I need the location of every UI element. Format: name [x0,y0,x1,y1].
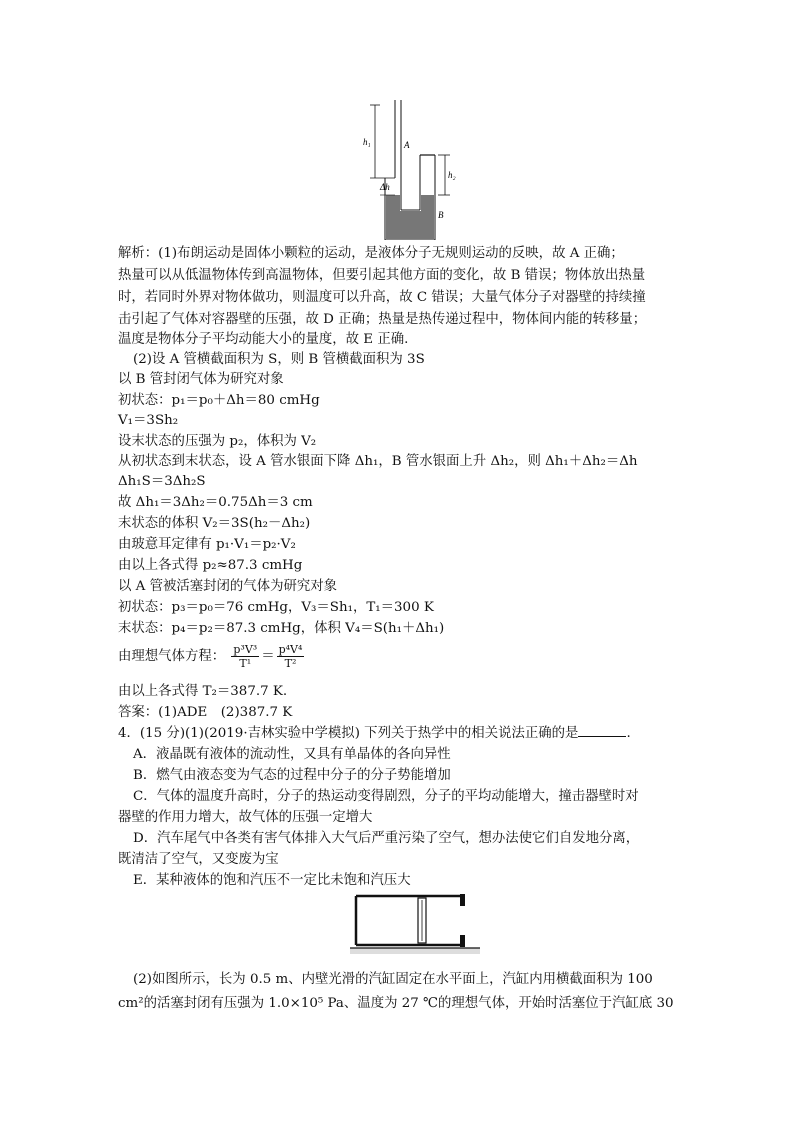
text-line: 击引起了气体对容器壁的压强，故 D 正确；热量是热传递过程中，物体间内能的转移量； [118,312,647,327]
text-line: 温度是物体分子平均动能大小的量度，故 E 正确. [118,332,409,347]
text-line: 初状态：p₃＝p₀＝76 cmHg，V₃＝Sh₁，T₁＝300 K [118,600,434,615]
text-line: 由玻意耳定律有 p₁·V₁＝p₂·V₂ [118,537,296,552]
fraction [277,643,305,670]
text-line: 由以上各式得 p₂≈87.3 cmHg [118,558,303,573]
option-d-cont: 既清洁了空气，又变废为宝 [118,852,279,867]
option-a: A．液晶既有液体的流动性，又具有单晶体的各向异性 [133,747,451,762]
fraction [231,643,259,670]
text-line: 故 Δh₁＝3Δh₂＝0.75Δh＝3 cm [118,495,313,510]
text-line: 初状态：p₁＝p₀＋Δh＝80 cmHg [118,393,320,408]
option-e: E．某种液体的饱和汽压不一定比未饱和汽压大 [133,873,411,888]
fraction-denominator: T¹ [239,657,252,670]
text-line: 末状态：p₄＝p₂＝87.3 cmHg，体积 V₄＝S(h₁＋Δh₁) [118,621,445,636]
text-line: 时，若同时外界对物体做功，则温度可以升高，故 C 错误；大量气体分子对器壁的持续撞 [118,290,646,305]
fraction-numerator: p³V³ [233,643,258,656]
label-h2: h₂ [448,170,456,180]
answer-line: 答案：(1)ADE (2)387.7 K [118,705,293,720]
text-line: 解析：(1)布朗运动是固体小颗粒的运动，是液体分子无规则运动的反映，故 A 正确； [118,246,624,261]
equals-sign: ＝ [261,649,275,664]
option-c: C．气体的温度升高时，分子的热运动变得剧烈，分子的平均动能增大，撞击器壁时对 [133,789,639,804]
option-c-cont: 器壁的作用力增大，故气体的压强一定增大 [118,810,373,825]
equation-label: 由理想气体方程： [118,649,226,664]
label-h1: h₁ [363,137,371,147]
fraction-numerator: p⁴V⁴ [278,643,303,656]
text-line: V₁＝3Sh₂ [118,413,179,428]
ideal-gas-equation [118,643,306,671]
text-line: 由以上各式得 T₂＝387.7 K. [118,684,288,699]
fraction-denominator: T² [284,657,297,670]
label-b: B [438,210,444,220]
text-line: (2)设 A 管横截面积为 S，则 B 管横截面积为 3S [133,352,425,367]
text-line: 以 A 管被活塞封闭的气体为研究对象 [118,579,338,594]
label-delta-h: Δh [380,182,390,192]
question-4-stem [118,724,631,744]
text-line: 设末状态的压强为 p₂，体积为 V₂ [118,434,317,449]
label-a: A [404,140,410,150]
text-line: (2)如图所示，长为 0.5 m、内壁光滑的汽缸固定在水平面上，汽缸内用横截面积为 100 [133,972,653,987]
question-end: . [626,726,631,741]
text-line: 以 B 管封闭气体为研究对象 [118,372,284,387]
option-b: B．燃气由液态变为气态的过程中分子的分子势能增加 [133,768,451,783]
u-tube-diagram [350,100,460,240]
text-line: cm²的活塞封闭有压强为 1.0×10⁵ Pa、温度为 27 ℃的理想气体，开始时活塞位于汽缸底 30 [118,996,674,1011]
answer-blank [578,724,626,737]
text-line: 热量可以从低温物体传到高温物体，但要引起其他方面的变化，故 B 错误；物体放出热量 [118,268,646,283]
cylinder-diagram [350,890,480,955]
text-line: Δh₁S＝3Δh₂S [118,474,206,489]
text-line: 从初状态到末状态，设 A 管水银面下降 Δh₁，B 管水银面上升 Δh₂，则 Δh₁＋Δh₂＝Δh [118,454,638,469]
text-line: 末状态的体积 V₂＝3S(h₂－Δh₂) [118,516,311,531]
option-d: D．汽车尾气中各类有害气体排入大气后严重污染了空气，想办法使它们自发地分离， [133,831,640,846]
question-text: 4．(15 分)(1)(2019·吉林实验中学模拟) 下列关于热学中的相关说法正确的是 [118,726,579,741]
